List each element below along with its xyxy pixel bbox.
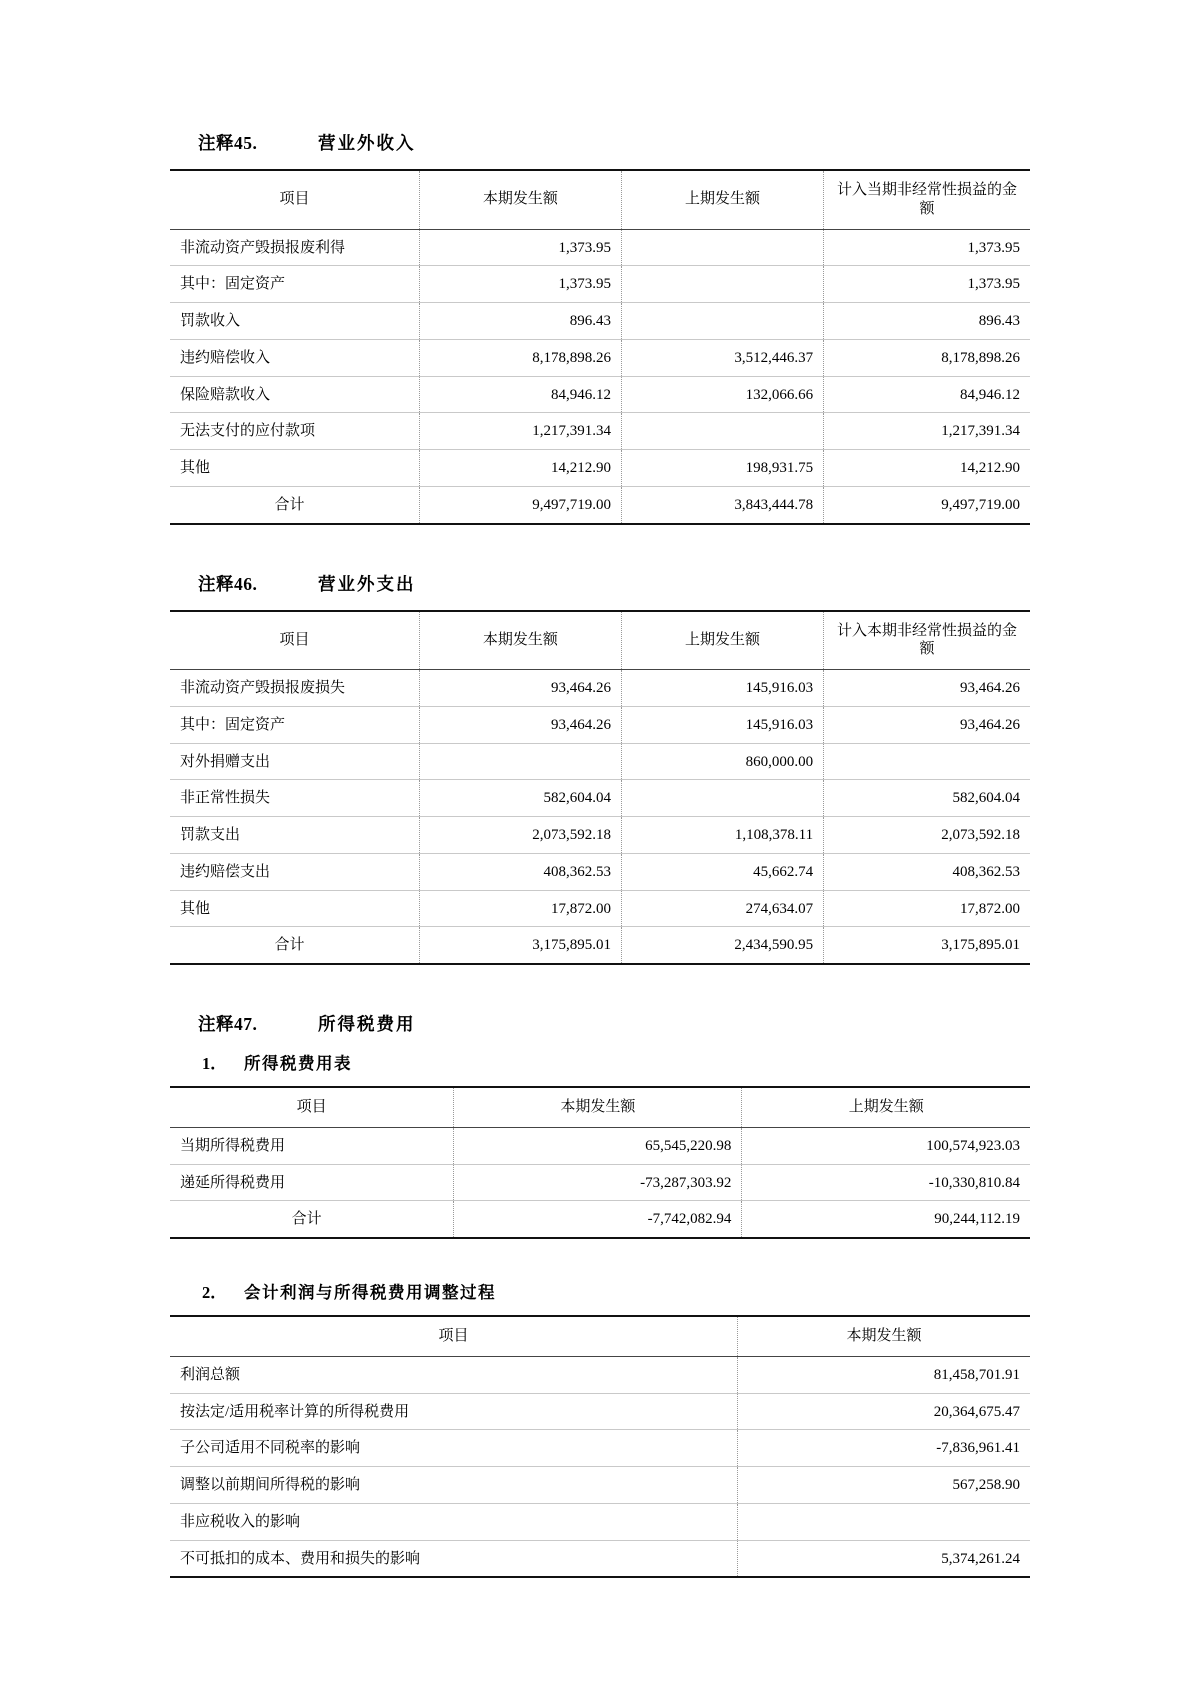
row-value-current: 65,545,220.98 [454,1127,742,1164]
row-label: 非应税收入的影响 [170,1503,738,1540]
column-header-item: 项目 [170,170,419,229]
row-label: 非流动资产毁损报废损失 [170,670,419,707]
section-note-47 [170,1011,1030,1578]
row-label: 其中：固定资产 [170,266,419,303]
table-row [170,853,1030,890]
note-number: 注释45. [198,133,258,153]
note-title: 所得税费用 [318,1014,416,1034]
row-value-nonrecurring: 1,217,391.34 [824,413,1030,450]
row-value-nonrecurring: 408,362.53 [824,853,1030,890]
table-row [170,670,1030,707]
table-row [170,303,1030,340]
table-row [170,780,1030,817]
table-non-operating-expense [170,610,1030,966]
row-value-prior: 100,574,923.03 [742,1127,1030,1164]
row-label: 其他 [170,890,419,927]
row-label: 其中：固定资产 [170,706,419,743]
table-tax-reconciliation [170,1315,1030,1578]
table-row [170,450,1030,487]
table-row [170,1503,1030,1540]
subsection-title: 所得税费用表 [244,1054,352,1073]
subsection-heading-2 [170,1279,1030,1303]
row-value-nonrecurring: 93,464.26 [824,670,1030,707]
column-header-current: 本期发生额 [419,170,621,229]
row-value-nonrecurring: 14,212.90 [824,450,1030,487]
row-value-nonrecurring: 9,497,719.00 [824,486,1030,523]
note-title: 营业外支出 [318,573,416,594]
row-value-current: 93,464.26 [419,670,621,707]
column-header-item: 项目 [170,1316,738,1356]
row-label: 非流动资产毁损报废利得 [170,229,419,266]
column-header-current: 本期发生额 [454,1087,742,1127]
row-value-nonrecurring: 8,178,898.26 [824,339,1030,376]
table-row [170,1164,1030,1201]
row-value-prior [621,780,823,817]
row-value-nonrecurring: 17,872.00 [824,890,1030,927]
row-label: 违约赔偿支出 [170,853,419,890]
column-header-item: 项目 [170,611,419,670]
row-value-current: 408,362.53 [419,853,621,890]
row-value-prior: 198,931.75 [621,450,823,487]
table-row [170,817,1030,854]
row-value-current: 17,872.00 [419,890,621,927]
row-value-prior [621,229,823,266]
table-non-operating-income [170,169,1030,525]
row-value-nonrecurring: 582,604.04 [824,780,1030,817]
row-value-prior: -10,330,810.84 [742,1164,1030,1201]
table-row [170,1430,1030,1467]
row-label: 罚款支出 [170,817,419,854]
row-value-current: -7,836,961.41 [738,1430,1030,1467]
row-label: 罚款收入 [170,303,419,340]
column-header-prior: 上期发生额 [742,1087,1030,1127]
column-header-prior: 上期发生额 [621,611,823,670]
row-value-prior: 274,634.07 [621,890,823,927]
row-value-current: 84,946.12 [419,376,621,413]
section-note-46 [170,571,1030,966]
row-label: 合计 [170,927,419,964]
table-row [170,1467,1030,1504]
row-value-prior: 45,662.74 [621,853,823,890]
table-row-total [170,927,1030,964]
table-row [170,339,1030,376]
column-header-prior: 上期发生额 [621,170,823,229]
row-value-prior: 3,512,446.37 [621,339,823,376]
row-value-current: 896.43 [419,303,621,340]
table-row [170,1127,1030,1164]
table-header-row [170,170,1030,229]
row-value-current: 1,373.95 [419,229,621,266]
row-label: 调整以前期间所得税的影响 [170,1467,738,1504]
row-label: 对外捐赠支出 [170,743,419,780]
column-header-nonrecurring: 计入本期非经常性损益的金额 [824,611,1030,670]
row-value-nonrecurring: 2,073,592.18 [824,817,1030,854]
row-value-current: 5,374,261.24 [738,1540,1030,1577]
table-row [170,1393,1030,1430]
row-label: 不可抵扣的成本、费用和损失的影响 [170,1540,738,1577]
row-value-current: 1,217,391.34 [419,413,621,450]
table-row [170,743,1030,780]
note-number: 注释46. [198,573,258,594]
table-row [170,229,1030,266]
column-header-current: 本期发生额 [419,611,621,670]
table-header-row [170,1316,1030,1356]
table-row [170,413,1030,450]
row-value-prior: 145,916.03 [621,670,823,707]
row-value-current: 9,497,719.00 [419,486,621,523]
table-row-total [170,1201,1030,1238]
row-value-current: -73,287,303.92 [454,1164,742,1201]
table-row [170,1356,1030,1393]
table-header-row [170,611,1030,670]
row-value-nonrecurring: 84,946.12 [824,376,1030,413]
section-note-45 [170,130,1030,525]
row-label: 非正常性损失 [170,780,419,817]
row-value-prior: 132,066.66 [621,376,823,413]
row-label: 利润总额 [170,1356,738,1393]
row-label: 递延所得税费用 [170,1164,454,1201]
table-row-total [170,486,1030,523]
row-label: 当期所得税费用 [170,1127,454,1164]
column-header-item: 项目 [170,1087,454,1127]
row-value-prior: 90,244,112.19 [742,1201,1030,1238]
row-value-prior: 2,434,590.95 [621,927,823,964]
subsection-title: 会计利润与所得税费用调整过程 [244,1283,496,1302]
row-value-current: 582,604.04 [419,780,621,817]
row-label: 合计 [170,486,419,523]
row-label: 保险赔款收入 [170,376,419,413]
section-heading [170,571,1030,596]
row-value-current: -7,742,082.94 [454,1201,742,1238]
row-value-nonrecurring: 93,464.26 [824,706,1030,743]
section-heading [170,130,1030,155]
row-value-current: 14,212.90 [419,450,621,487]
note-title: 营业外收入 [318,133,416,153]
section-heading [170,1011,1030,1036]
table-income-tax-expense [170,1086,1030,1239]
column-header-nonrecurring: 计入当期非经常性损益的金额 [824,170,1030,229]
row-label: 无法支付的应付款项 [170,413,419,450]
row-value-prior [621,413,823,450]
row-value-current: 2,073,592.18 [419,817,621,854]
subsection-heading-1 [170,1050,1030,1074]
table-row [170,890,1030,927]
subsection-number: 1． [202,1054,227,1073]
row-value-nonrecurring: 896.43 [824,303,1030,340]
row-value-current [419,743,621,780]
table-row [170,266,1030,303]
table-row [170,1540,1030,1577]
row-value-current [738,1503,1030,1540]
row-value-prior [621,266,823,303]
column-header-current: 本期发生额 [738,1316,1030,1356]
row-value-current: 1,373.95 [419,266,621,303]
row-value-current: 20,364,675.47 [738,1393,1030,1430]
row-value-prior: 1,108,378.11 [621,817,823,854]
row-value-current: 567,258.90 [738,1467,1030,1504]
row-label: 其他 [170,450,419,487]
table-row [170,706,1030,743]
row-value-current: 81,458,701.91 [738,1356,1030,1393]
row-label: 子公司适用不同税率的影响 [170,1430,738,1467]
row-label: 违约赔偿收入 [170,339,419,376]
row-value-nonrecurring: 3,175,895.01 [824,927,1030,964]
row-value-prior: 145,916.03 [621,706,823,743]
row-value-current: 3,175,895.01 [419,927,621,964]
note-number: 注释47. [198,1014,258,1034]
row-label: 按法定/适用税率计算的所得税费用 [170,1393,738,1430]
row-value-nonrecurring [824,743,1030,780]
row-value-current: 93,464.26 [419,706,621,743]
row-value-prior [621,303,823,340]
row-value-current: 8,178,898.26 [419,339,621,376]
row-value-prior: 860,000.00 [621,743,823,780]
row-value-nonrecurring: 1,373.95 [824,229,1030,266]
table-row [170,376,1030,413]
row-value-nonrecurring: 1,373.95 [824,266,1030,303]
row-value-prior: 3,843,444.78 [621,486,823,523]
table-header-row [170,1087,1030,1127]
subsection-number: 2． [202,1283,227,1302]
row-label: 合计 [170,1201,454,1238]
